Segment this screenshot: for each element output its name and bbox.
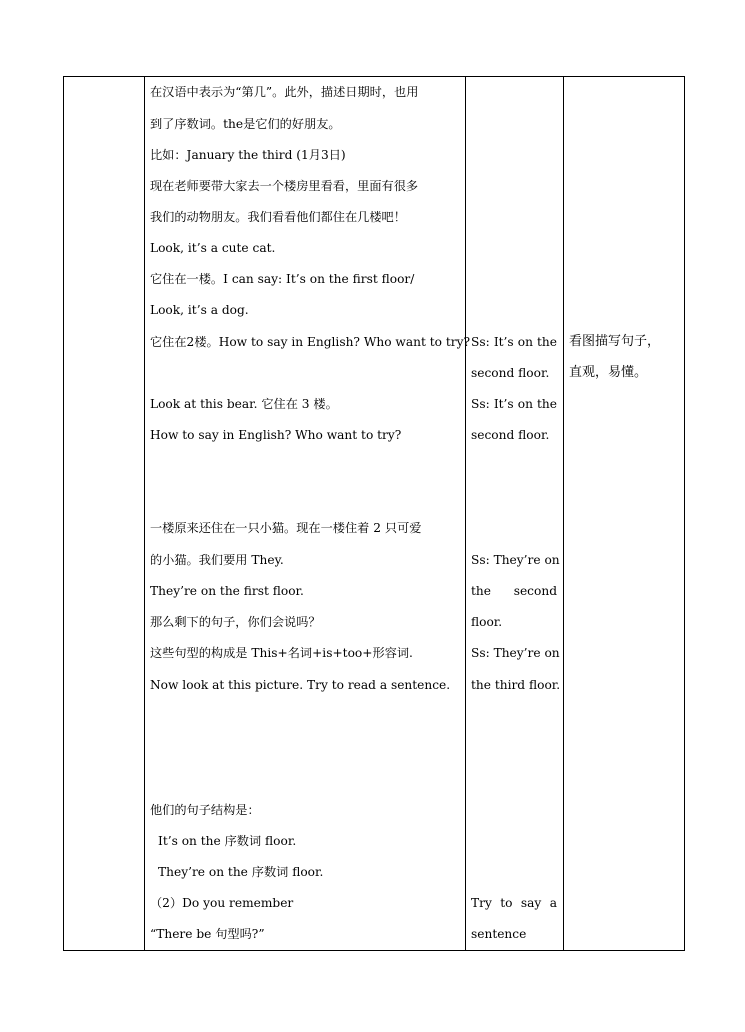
col3-line: floor. bbox=[471, 615, 503, 629]
col3-justified-line bbox=[471, 396, 557, 412]
col3-line: second floor. bbox=[471, 366, 550, 380]
blank-column-cell bbox=[64, 77, 145, 951]
word: on bbox=[517, 335, 533, 349]
col2-line: How to say in English? Who want to try? bbox=[150, 428, 402, 442]
word: the bbox=[537, 397, 557, 411]
col2-line: 它住在2楼。How to say in English? Who want to try? bbox=[150, 335, 470, 349]
col2-line: 一楼原来还住在一只小猫。现在一楼住着 2 只可爱 bbox=[150, 521, 422, 535]
student-activity-cell bbox=[466, 77, 564, 951]
col3-justified-line bbox=[471, 334, 557, 350]
word: Ss: bbox=[471, 335, 490, 349]
col2-line: They’re on the 序数词 floor. bbox=[158, 865, 324, 879]
col2-line: 的小猫。我们要用 They. bbox=[150, 553, 284, 567]
col2-line: Look, it’s a dog. bbox=[150, 303, 249, 317]
design-intent-cell bbox=[564, 77, 685, 951]
lesson-plan-table bbox=[63, 76, 685, 951]
col2-line: 那么剩下的句子，你们会说吗？ bbox=[150, 615, 321, 629]
col2-line: Look at this bear. 它住在 3 楼。 bbox=[150, 397, 338, 411]
word: Ss: bbox=[471, 397, 490, 411]
word: Try bbox=[471, 896, 492, 910]
col3-line: second floor. bbox=[471, 428, 550, 442]
col3-justified-line bbox=[471, 895, 557, 911]
word: a bbox=[549, 896, 557, 910]
word: second bbox=[513, 584, 557, 598]
word: It’s bbox=[493, 397, 514, 411]
col3-justified-line bbox=[471, 583, 557, 599]
col2-line: 到了序数词。the是它们的好朋友。 bbox=[150, 117, 341, 131]
col2-line: 现在老师要带大家去一个楼房里看看，里面有很多 bbox=[150, 179, 419, 193]
word: the bbox=[537, 335, 557, 349]
col4-line: 直观，易懂。 bbox=[569, 365, 648, 380]
word: say bbox=[520, 896, 542, 910]
col3-line: sentence bbox=[471, 927, 527, 941]
word: on bbox=[517, 397, 533, 411]
col2-line: Look, it’s a cute cat. bbox=[150, 241, 276, 255]
col2-line: 在汉语中表示为“第几”。此外，描述日期时，也用 bbox=[150, 85, 419, 99]
col2-line: It’s on the 序数词 floor. bbox=[158, 834, 297, 848]
col3-line: Ss: They’re on bbox=[471, 553, 560, 567]
word: to bbox=[500, 896, 513, 910]
word: the bbox=[471, 584, 491, 598]
col3-line: Ss: They’re on bbox=[471, 646, 560, 660]
word: It’s bbox=[493, 335, 514, 349]
col2-line: 他们的句子结构是： bbox=[150, 803, 260, 817]
col2-line: They’re on the first floor. bbox=[150, 584, 304, 598]
col4-line: 看图描写句子， bbox=[569, 334, 661, 349]
teacher-activity-cell bbox=[145, 77, 466, 951]
col2-line: 它住在一楼。I can say: It’s on the first floor/ bbox=[150, 272, 415, 286]
col2-line: “There be 句型吗?” bbox=[150, 927, 265, 941]
col2-line: 这些句型的构成是 This+名词+is+too+形容词. bbox=[150, 646, 413, 660]
col3-line: the third floor. bbox=[471, 678, 561, 692]
col2-line: Now look at this picture. Try to read a sentence. bbox=[150, 678, 451, 692]
col2-line: 比如：January the third (1月3日) bbox=[150, 148, 346, 162]
col2-line: （2）Do you remember bbox=[150, 896, 294, 910]
col2-line: 我们的动物朋友。我们看看他们都住在几楼吧！ bbox=[150, 210, 406, 224]
